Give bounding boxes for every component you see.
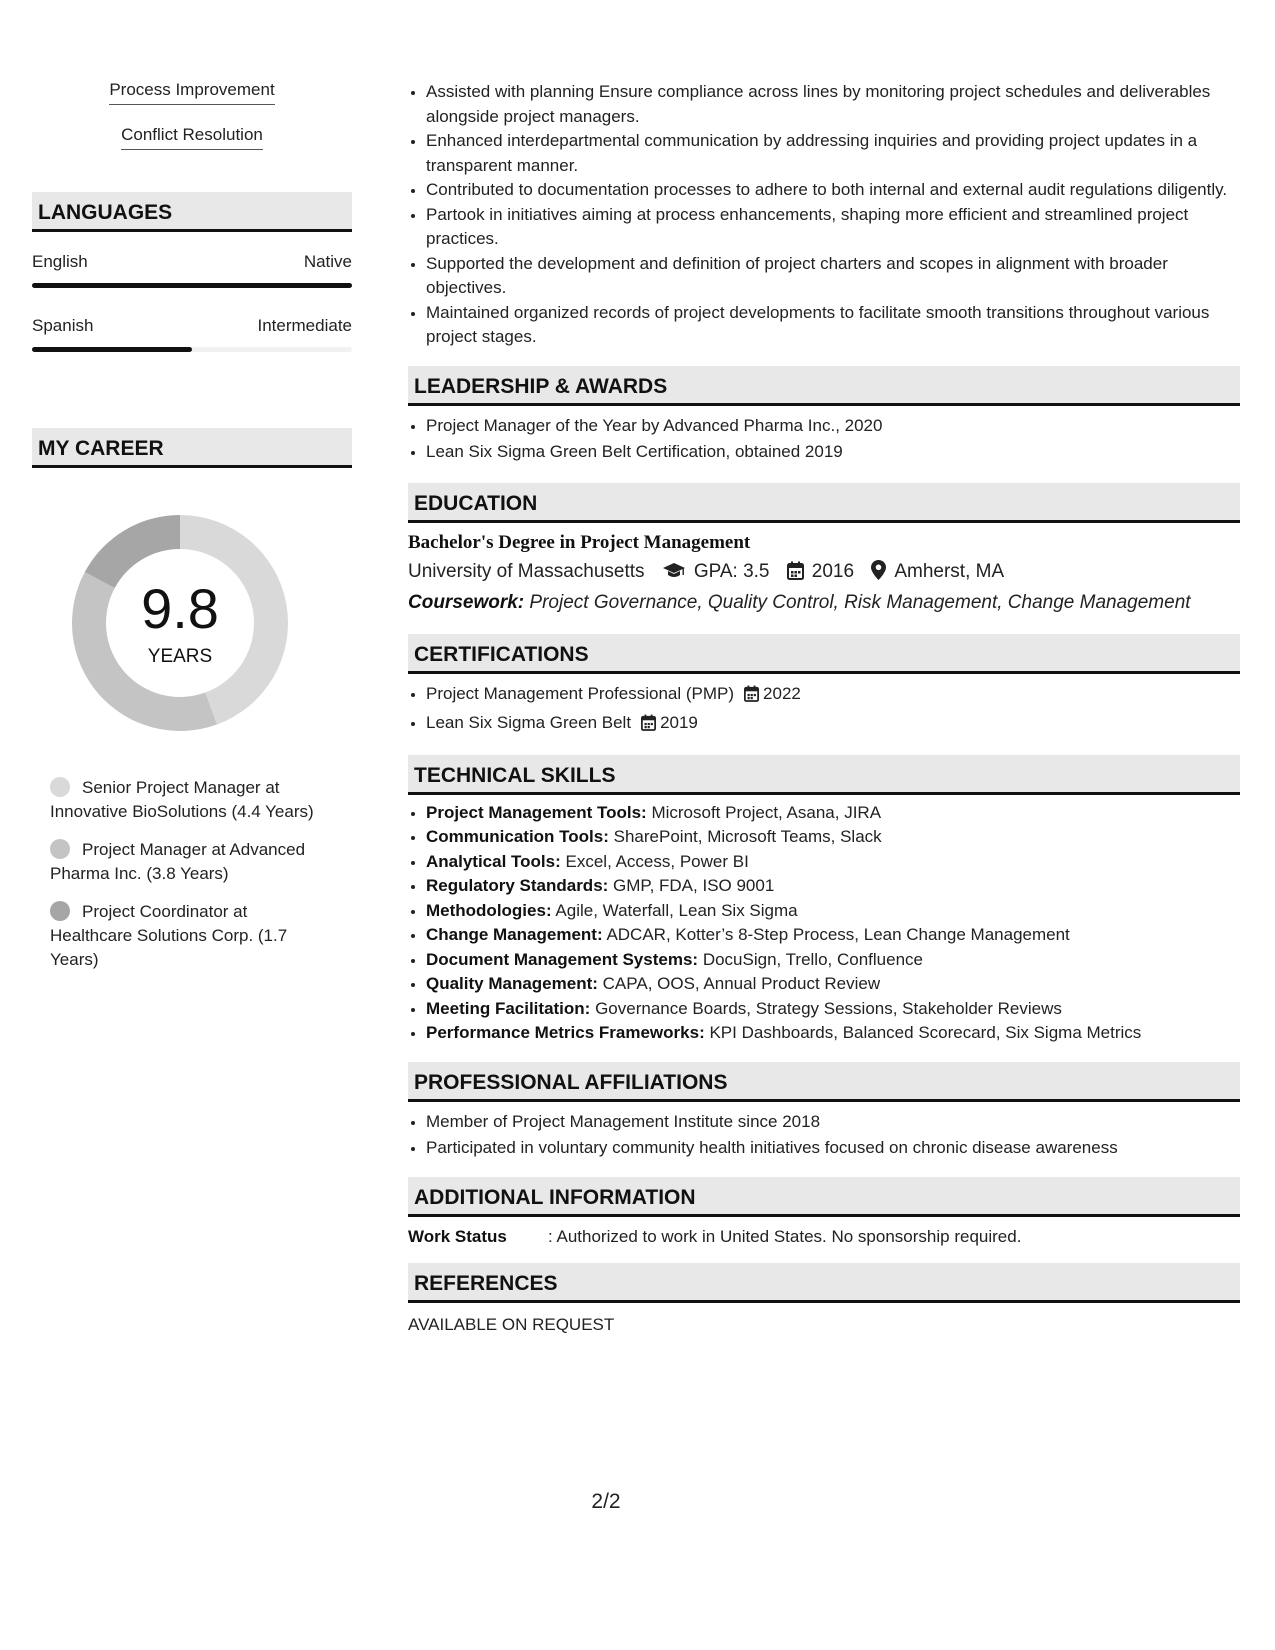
skill-item — [32, 80, 352, 105]
experience-bullet: • Maintained organized records of project developments to facilitate smooth transitions throughout various project stages. — [426, 301, 1240, 350]
calendar-icon — [787, 561, 804, 586]
language-proficiency-bar — [32, 347, 352, 352]
work-status-row — [408, 1227, 1240, 1247]
additional-info-section — [408, 1177, 1240, 1247]
education-heading: EDUCATION — [408, 483, 1240, 523]
coursework-list: Project Governance, Quality Control, Risk Management, Change Management — [529, 591, 1191, 613]
skill-row — [426, 948, 1240, 973]
skill-row — [426, 923, 1240, 948]
references-text: AVAILABLE ON REQUEST — [408, 1314, 615, 1334]
career-legend-item — [50, 838, 320, 886]
additional-info-heading: ADDITIONAL INFORMATION — [408, 1177, 1240, 1217]
certification-year: 2019 — [660, 713, 698, 732]
experience-bullet: • Assisted with planning Ensure compliance across lines by monitoring project schedules and deliverables alongside project managers. — [426, 80, 1240, 129]
skill-values: DocuSign, Trello, Confluence — [702, 949, 923, 969]
certification-name: Lean Six Sigma Green Belt — [426, 713, 632, 732]
skill-category: Document Management Systems: — [426, 949, 699, 969]
career-donut-chart — [65, 508, 295, 738]
skill-row — [426, 1021, 1240, 1046]
work-status-label: Work Status — [408, 1226, 507, 1246]
references-heading: REFERENCES — [408, 1263, 1240, 1303]
skill-values: Governance Boards, Strategy Sessions, Stakeholder Reviews — [595, 998, 1062, 1018]
experience-bullet: • Supported the development and definition of project charters and scopes in alignment with broader objectives. — [426, 252, 1240, 301]
skill-category: Meeting Facilitation: — [426, 998, 591, 1018]
legend-swatch — [50, 777, 70, 797]
skill-row — [426, 899, 1240, 924]
language-level: Native — [303, 252, 352, 271]
certification-year: 2022 — [763, 683, 801, 703]
map-pin-icon — [871, 560, 886, 586]
affiliation-item: • Member of Project Management Institute since 2018 — [426, 1110, 1240, 1135]
award-item: • Project Manager of the Year by Advanced Pharma Inc., 2020 — [426, 414, 1240, 439]
career-legend — [50, 776, 320, 972]
graduation-year: 2016 — [811, 560, 855, 582]
certifications-heading: CERTIFICATIONS — [408, 634, 1240, 674]
affiliations-heading: PROFESSIONAL AFFILIATIONS — [408, 1062, 1240, 1102]
technical-skills-heading: TECHNICAL SKILLS — [408, 755, 1240, 795]
leadership-heading: LEADERSHIP & AWARDS — [408, 366, 1240, 406]
legend-label: Project Manager at Advanced Pharma Inc. (3.8 Years) — [50, 840, 306, 883]
career-total-years: 9.8 — [141, 577, 219, 640]
skill-values: SharePoint, Microsoft Teams, Slack — [613, 827, 882, 846]
coursework — [408, 592, 1240, 614]
experience-bullet: • Enhanced interdepartmental communication by addressing inquiries and providing project updates in a transparent manner. — [426, 129, 1240, 178]
skill-row — [426, 825, 1240, 850]
skill-category: Performance Metrics Frameworks: — [426, 1023, 705, 1042]
main-content — [408, 80, 1240, 1335]
skill-row — [426, 874, 1240, 899]
certification-name: Project Management Professional (PMP) — [426, 683, 735, 703]
skill-row — [426, 972, 1240, 997]
work-status-value: : Authorized to work in United States. No sponsorship required. — [548, 1226, 1022, 1246]
graduation-cap-icon — [662, 562, 686, 586]
experience-bullet: • Partook in initiatives aiming at process enhancements, shaping more efficient and streamlined project practices. — [426, 203, 1240, 252]
award-item: • Lean Six Sigma Green Belt Certification, obtained 2019 — [426, 440, 1240, 465]
skill-row — [426, 801, 1240, 826]
education-details — [408, 560, 1240, 586]
career-legend-item — [50, 776, 320, 824]
skill-values: ADCAR, Kotter’s 8-Step Process, Lean Change Management — [606, 925, 1070, 944]
career-heading: MY CAREER — [32, 428, 352, 468]
gpa: GPA: 3.5 — [693, 560, 770, 582]
education-section — [408, 483, 1240, 614]
education-location: Amherst, MA — [894, 560, 1005, 582]
coursework-label: Coursework: — [408, 591, 525, 613]
skill-category: Project Management Tools: — [426, 802, 647, 822]
skill-category: Quality Management: — [426, 974, 598, 993]
sidebar — [32, 80, 352, 986]
skill-values: Microsoft Project, Asana, JIRA — [651, 802, 882, 822]
language-name: English — [32, 252, 88, 271]
certifications-section — [408, 634, 1240, 739]
language-level: Intermediate — [257, 316, 352, 335]
skill-values: Agile, Waterfall, Lean Six Sigma — [555, 900, 798, 920]
skill-label: Conflict Resolution — [121, 125, 263, 150]
legend-swatch — [50, 839, 70, 859]
language-item — [32, 248, 352, 288]
career-years-unit: YEARS — [147, 646, 213, 667]
skill-item — [32, 125, 352, 150]
references-section — [408, 1263, 1240, 1335]
skill-category: Communication Tools: — [426, 827, 609, 846]
skill-category: Change Management: — [426, 925, 603, 944]
career-legend-item — [50, 900, 320, 972]
experience-bullets — [408, 80, 1240, 350]
skill-row — [426, 850, 1240, 875]
degree-title: Bachelor's Degree in Project Management — [408, 531, 751, 553]
experience-bullet: • Contributed to documentation processes to adhere to both internal and external audit regulations diligently. — [426, 178, 1240, 203]
calendar-icon — [641, 714, 656, 739]
page-number: 2/2 — [591, 1490, 621, 1513]
skill-values: KPI Dashboards, Balanced Scorecard, Six Sigma Metrics — [709, 1023, 1142, 1042]
affiliations-section — [408, 1062, 1240, 1161]
skill-category: Regulatory Standards: — [426, 876, 609, 895]
skill-values: Excel, Access, Power BI — [565, 851, 749, 871]
skill-row — [426, 997, 1240, 1022]
language-item — [32, 312, 352, 352]
leadership-section — [408, 366, 1240, 465]
skill-category: Analytical Tools: — [426, 851, 561, 871]
languages-heading: LANGUAGES — [32, 192, 352, 232]
language-proficiency-bar — [32, 283, 352, 288]
skill-label: Process Improvement — [109, 80, 274, 105]
skill-values: GMP, FDA, ISO 9001 — [613, 876, 775, 895]
calendar-icon — [744, 685, 759, 710]
skill-values: CAPA, OOS, Annual Product Review — [602, 974, 881, 993]
language-name: Spanish — [32, 316, 94, 335]
certification-item — [426, 682, 1240, 710]
skill-category: Methodologies: — [426, 900, 552, 920]
legend-label: Senior Project Manager at Innovative BioSolutions (4.4 Years) — [50, 778, 314, 821]
technical-skills-section — [408, 755, 1240, 1046]
certification-item — [426, 711, 1240, 739]
legend-label: Project Coordinator at Healthcare Solutions Corp. (1.7 Years) — [50, 902, 288, 969]
school-name: University of Massachusetts — [408, 560, 645, 582]
affiliation-item: • Participated in voluntary community health initiatives focused on chronic disease awareness — [426, 1136, 1240, 1161]
legend-swatch — [50, 901, 70, 921]
